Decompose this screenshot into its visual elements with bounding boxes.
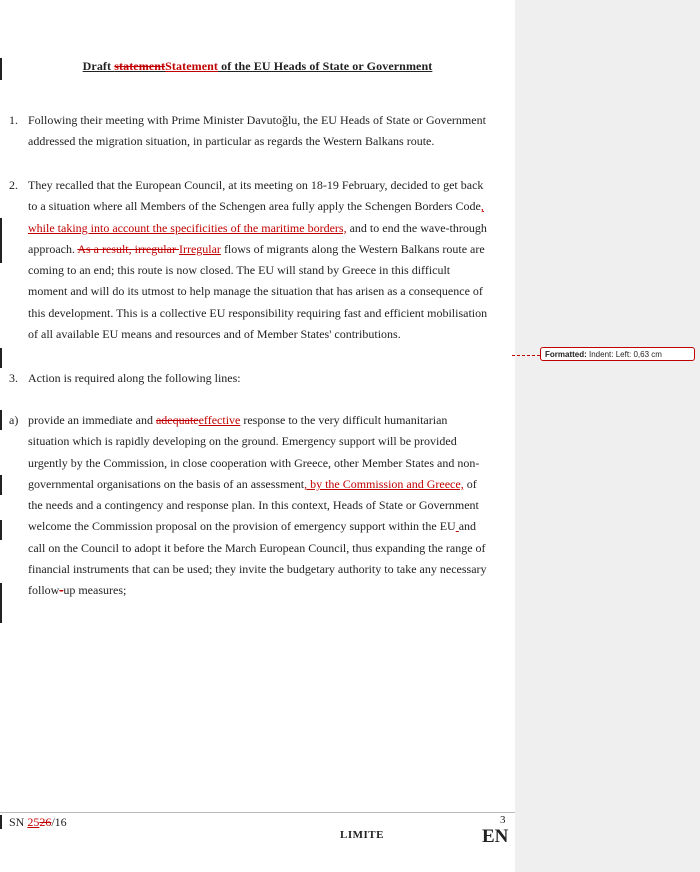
item-a-text: follow bbox=[28, 583, 60, 598]
item-a-text: governmental organisations on the basis of an assessment bbox=[28, 476, 305, 491]
inserted-text: effective bbox=[198, 413, 241, 427]
deleted-text: adequate bbox=[155, 413, 199, 427]
para3-number: 3. bbox=[9, 371, 18, 385]
comment-label: Formatted: bbox=[545, 350, 587, 359]
para1-line: Following their meeting with Prime Minister Davutoğlu, the EU Heads of State or Government bbox=[28, 113, 486, 127]
para1-line: addressed the migration situation, in particular as regards the Western Balkans route. bbox=[28, 134, 435, 149]
deleted-text: 26 bbox=[39, 815, 52, 829]
item-a-line: the needs and a contingency and response plan. In this context, Heads of State or Government bbox=[28, 498, 479, 513]
page-number: 3 bbox=[500, 814, 506, 826]
para2-text: approach. bbox=[28, 241, 78, 256]
item-a-line bbox=[28, 474, 506, 495]
inserted-text: Irregular bbox=[178, 241, 221, 256]
para2-line bbox=[28, 196, 506, 217]
ref-suffix: /16 bbox=[51, 815, 67, 829]
item-a-text: response to the very difficult humanitarian bbox=[240, 413, 448, 427]
markup-margin-pane bbox=[515, 0, 700, 872]
formatting-comment-balloon[interactable] bbox=[540, 347, 695, 361]
title-inserted-text: Statement bbox=[165, 59, 219, 73]
item-a-text: of bbox=[463, 476, 477, 491]
comment-text: Indent: Left: 0,63 cm bbox=[586, 350, 662, 359]
change-bar bbox=[0, 520, 2, 540]
item-a-line: call on the Council to adopt it before the March European Council, thus expanding the range of bbox=[28, 540, 486, 555]
item-a-text: and bbox=[458, 519, 477, 534]
para2-line: moment and will do its utmost to help manage the situation that has arisen as a consequence of bbox=[28, 284, 483, 299]
item-a-number: a) bbox=[9, 413, 19, 427]
change-bar bbox=[0, 815, 2, 829]
deleted-text: As a result, irregular bbox=[77, 241, 179, 256]
para2-text: to a situation where all Members of the Schengen area fully apply the Schengen Borders Code bbox=[28, 199, 481, 214]
item-a-text: up measures; bbox=[63, 583, 127, 598]
classification-label: LIMITE bbox=[340, 829, 384, 841]
inserted-text: while taking into account the specificities of the maritime borders, bbox=[28, 220, 347, 235]
item-a-line: financial instruments that can be used; they invite the budgetary authority to take any necessary bbox=[28, 562, 487, 577]
para2-line bbox=[28, 218, 506, 239]
item-a-text: welcome the Commission proposal on the provision of emergency support within the EU bbox=[28, 519, 456, 534]
para2-line: They recalled that the European Council, at its meeting on 18-19 February, decided to get back bbox=[28, 178, 484, 192]
comment-connector bbox=[512, 355, 540, 356]
item-a-line: situation which is rapidly developing on the ground. Emergency support will be provided bbox=[28, 434, 457, 449]
language-code: EN bbox=[482, 826, 509, 847]
title-suffix: of the EU Heads of State or Government bbox=[218, 59, 433, 73]
title-deleted-text: statement bbox=[114, 59, 166, 73]
item-a-line bbox=[28, 410, 506, 431]
para2-line: this development. This is a collective EU responsibility requiring fast and efficient mobilisation bbox=[28, 305, 488, 320]
item-a-text: provide an immediate and bbox=[28, 413, 156, 427]
para2-text: flows of migrants along the Western Balkans route are bbox=[220, 241, 485, 256]
document-title bbox=[0, 59, 515, 74]
change-bar bbox=[0, 348, 2, 368]
change-bar bbox=[0, 583, 2, 623]
inserted-text: 25 bbox=[27, 815, 40, 829]
para2-number: 2. bbox=[9, 178, 18, 192]
para3-line: Action is required along the following lines: bbox=[28, 371, 241, 385]
change-bar bbox=[0, 410, 2, 430]
inserted-text: , by the Commission and Greece, bbox=[304, 476, 464, 491]
para2-line bbox=[28, 239, 506, 260]
change-bar bbox=[0, 475, 2, 495]
paragraph-2 bbox=[28, 175, 506, 345]
paragraph-3 bbox=[28, 368, 506, 389]
item-a-line bbox=[28, 580, 506, 601]
item-a-line bbox=[28, 516, 506, 537]
title-prefix: Draft bbox=[82, 59, 115, 73]
para2-text: and to end the wave-through bbox=[346, 220, 487, 235]
item-a-line: urgently by the Commission, in close cooperation with Greece, other Member States and non- bbox=[28, 455, 480, 470]
deleted-text: - bbox=[59, 583, 64, 598]
para2-line: of all available EU means and resources and of Member States' contributions. bbox=[28, 327, 401, 342]
ref-prefix: SN bbox=[9, 815, 28, 829]
inserted-text: , bbox=[480, 199, 484, 214]
paragraph-1 bbox=[28, 110, 506, 153]
document-reference bbox=[9, 815, 67, 830]
change-bar bbox=[0, 218, 2, 263]
list-item-a bbox=[28, 410, 506, 602]
footer-divider bbox=[0, 812, 515, 813]
para2-line: coming to an end; this route is now closed. The EU will stand by Greece in this difficult bbox=[28, 263, 451, 278]
para1-number: 1. bbox=[9, 113, 18, 127]
